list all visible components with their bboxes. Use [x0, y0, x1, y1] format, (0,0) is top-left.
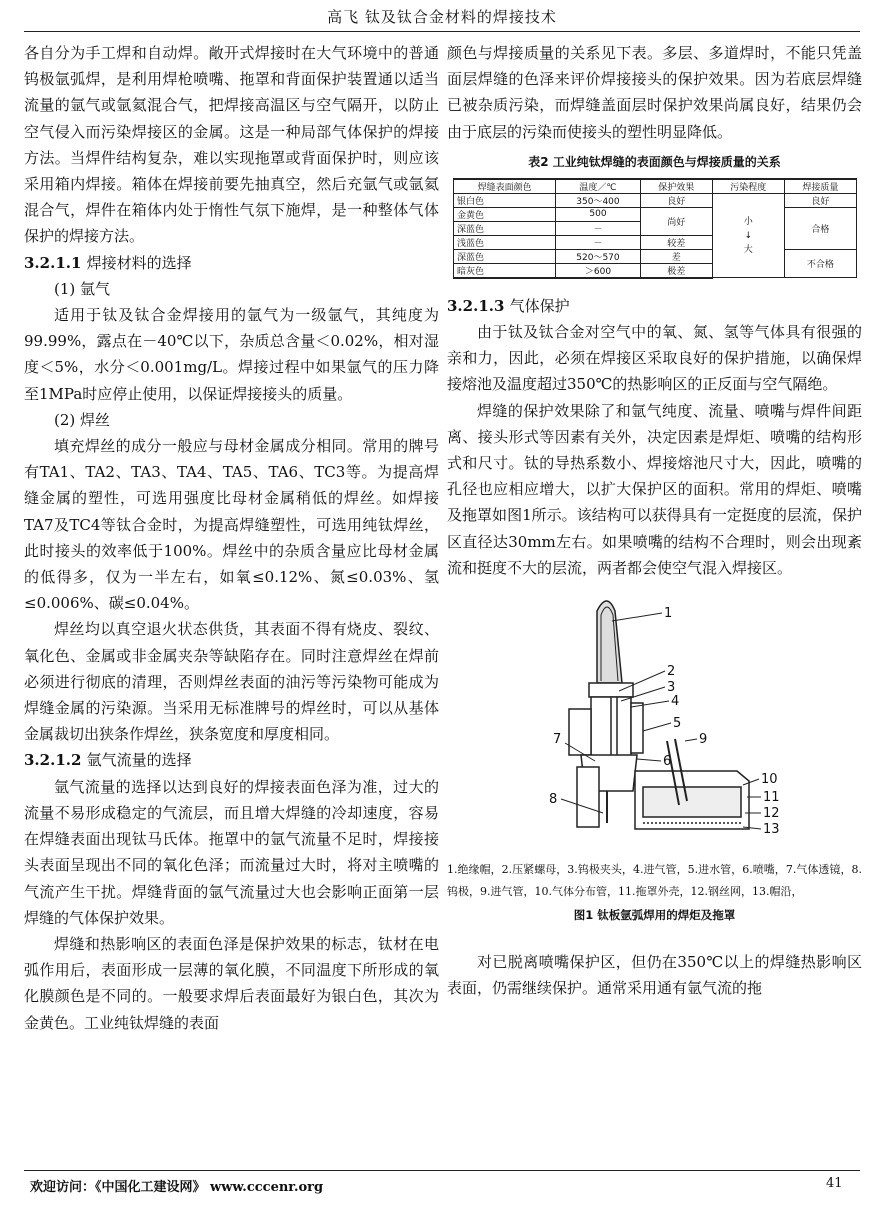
- table-cell: 浅蓝色: [454, 235, 556, 249]
- table-cell: 深蓝色: [454, 249, 556, 263]
- figure-label: 12: [763, 806, 780, 822]
- paragraph: 对已脱离喷嘴保护区，但仍在350℃以上的焊缝热影响区表面，仍需继续保护。通常采用通有氩气流的拖: [447, 953, 862, 998]
- section-title: 焊接材料的选择: [86, 253, 192, 272]
- section-heading-3212: [24, 747, 439, 773]
- table-cell: ＞600: [556, 263, 640, 278]
- figure-caption: 图1 钛板氩弧焊用的焊炬及拖罩: [573, 908, 736, 923]
- table-header: 焊缝表面颜色: [454, 179, 556, 194]
- paragraph: 焊缝和热影响区的表面色泽是保护效果的标志，钛材在电弧作用后，表面形成一层薄的氧化膜，不同温度下所形成的氧化膜颜色是不同的。一般要求焊后表面最好为银白色，其次为金黄色。工业纯钛焊缝的表面: [24, 934, 439, 1032]
- table-row: [454, 249, 857, 263]
- pollution-low: 小: [743, 216, 753, 227]
- arrow-down-icon: ↓: [744, 230, 753, 241]
- table-cell: 较差: [640, 235, 712, 249]
- table-cell: 500: [556, 207, 640, 221]
- section-heading-3213: [447, 293, 862, 319]
- figure-label: 6: [663, 754, 672, 770]
- figure-label: 1: [664, 606, 673, 622]
- footer-rule: [24, 1170, 860, 1171]
- paragraph: 氩气流量的选择以达到良好的焊接表面色泽为准，过大的流量不易形成稳定的气流层，而且增大焊缝的冷却速度，容易在焊缝表面出现钛马氏体。拖罩中的氩气流量不足时，焊接接头表面呈现出不同的氧化色泽；而流量过大时，将对主喷嘴的气流产生干扰。焊缝背面的氩气流量过大也会影响正面第一层焊缝的气体保护效果。: [24, 777, 439, 927]
- figure-label: 10: [761, 772, 778, 788]
- paragraph: 颜色与焊接质量的关系见下表。多层、多道焊时，不能只凭盖面层焊缝的色泽来评价焊接接头的保护效果。因为若底层焊缝已被杂质污染，而焊缝盖面层时保护效果尚属良好，结果仍会由于底层的污染而使接头的塑性明显降低。: [447, 44, 862, 141]
- color-quality-table: [453, 178, 857, 279]
- paragraph: 各自分为手工焊和自动焊。敞开式焊接时在大气环境中的普通钨极氩弧焊，是利用焊枪喷嘴、拖罩和背面保护装置通以适当流量的氩气或氩氦混合气，把焊接高温区与空气隔开，以防止空气侵入而污染焊接区的金属。这是一种局部气体保护的焊接方法。当焊件结构复杂，难以实现拖罩或背面保护时，则应该采用箱内焊接。箱体在焊接前要先抽真空，然后充氩气或氩氦混合气，焊件在箱体内处于惰性气氛下施焊，是一种整体气体保护的焊接方法。: [24, 44, 439, 246]
- table-cell: 合格: [784, 207, 856, 249]
- table-row: [454, 193, 857, 207]
- subheading-wire: (2) 焊丝: [54, 410, 111, 429]
- left-column: [24, 40, 439, 1036]
- pollution-cell: [712, 193, 784, 278]
- paragraph: 由于钛及钛合金对空气中的氧、氮、氢等气体具有很强的亲和力，因此，必须在焊接区采取良好的保护措施，以确保焊接熔池及温度超过350℃的热影响区的正反面与空气隔绝。: [447, 323, 862, 394]
- table-cell: 350～400: [556, 193, 640, 207]
- table-header: 焊接质量: [784, 179, 856, 194]
- table-cell: 深蓝色: [454, 221, 556, 235]
- figure-label: 4: [671, 694, 680, 710]
- table-caption: 表2 工业纯钛焊缝的表面颜色与焊接质量的关系: [528, 154, 781, 169]
- table-cell: 520～570: [556, 249, 640, 263]
- table-cell: 银白色: [454, 193, 556, 207]
- paragraph: 适用于钛及钛合金焊接用的氩气为一级氩气，其纯度为99.99%，露点在－40℃以下，杂质总含量＜0.02%，相对湿度＜5%，水分＜0.001mg/L。焊接过程中如果氩气的压力降至1MPa时应停止使用，以保证焊接接头的质量。: [24, 306, 439, 403]
- table-cell: 良好: [784, 193, 856, 207]
- table-cell: －: [556, 235, 640, 249]
- page-number: 41: [826, 1176, 843, 1191]
- figure-label: 11: [763, 790, 780, 806]
- figure-label: 5: [673, 716, 682, 732]
- table-cell: 金黄色: [454, 207, 556, 221]
- paragraph: 焊丝均以真空退火状态供货，其表面不得有烧皮、裂纹、氧化色、金属或非金属夹杂等缺陷存在。同时注意焊丝在焊前必须进行彻底的清理，否则焊丝表面的油污等污染物可能成为焊缝金属的污染源。当采用无标准牌号的焊丝时，可以从基体金属裁切出狭条作焊丝，狭条宽度和厚度相同。: [24, 620, 439, 744]
- section-heading-3211: [24, 250, 439, 276]
- footer-text: 欢迎访问：《中国化工建设网》 www.cccenr.org: [30, 1180, 324, 1195]
- paragraph: 填充焊丝的成分一般应与母材金属成分相同。常用的牌号有TA1、TA2、TA3、TA4、TA5、TA6、TC3等。为提高焊缝金属的塑性，可选用强度比母材金属稍低的焊丝。如焊接TA7及TC4等钛合金时，为提高焊缝塑性，可选用纯钛焊丝，此时接头的效率低于100%。焊丝中的杂质含量应比母材金属的低得多，仅为一半左右，如氧≤0.12%、氮≤0.03%、氢≤0.006%、碳≤0.04%。: [24, 437, 439, 613]
- pollution-high: 大: [743, 244, 753, 255]
- header-rule: [24, 31, 860, 32]
- table-header-row: [454, 179, 857, 194]
- section-number: 3.2.1.1: [24, 253, 82, 272]
- table-cell: 差: [640, 249, 712, 263]
- table-header: 温度／℃: [556, 179, 640, 194]
- figure-label: 13: [763, 822, 780, 838]
- section-number: 3.2.1.3: [447, 296, 505, 315]
- table-row: [454, 207, 857, 221]
- figure-label: 8: [549, 792, 558, 808]
- figure-label: 9: [699, 732, 708, 748]
- torch-diagram: [447, 591, 862, 851]
- table-cell: 极差: [640, 263, 712, 278]
- torch-figure: [447, 591, 862, 851]
- table-header: 保护效果: [640, 179, 712, 194]
- figure-label: 3: [667, 680, 676, 696]
- table-cell: －: [556, 221, 640, 235]
- table-cell: 良好: [640, 193, 712, 207]
- running-header: 高飞 钛及钛合金材料的焊接技术: [327, 8, 557, 26]
- figure-legend: 1.绝缘帽，2.压紧螺母，3.钨极夹头，4.进气管，5.进水管，6.喷嘴，7.气体透镜，8.钨极，9.进气管，10.气体分布管，11.拖罩外壳，12.钢丝网，13.帽沿，: [447, 863, 862, 899]
- section-title: 氩气流量的选择: [86, 751, 192, 770]
- section-number: 3.2.1.2: [24, 751, 82, 770]
- table-header: 污染程度: [712, 179, 784, 194]
- paragraph: 焊缝的保护效果除了和氩气纯度、流量、喷嘴与焊件间距离、接头形式等因素有关外，决定因素是焊炬、喷嘴的结构形式和尺寸。钛的导热系数小、焊接熔池尺寸大，因此，喷嘴的孔径也应相应增大，以扩大保护区的面积。常用的焊炬、喷嘴及拖罩如图1所示。该结构可以获得具有一定挺度的层流，保护区直径达30mm左右。如果喷嘴的结构不合理时，则会出现紊流和挺度不大的层流，两者都会使空气混入焊接区。: [447, 401, 862, 577]
- table-cell: 不合格: [784, 249, 856, 278]
- figure-label: 7: [553, 732, 562, 748]
- table-cell: 尚好: [640, 207, 712, 235]
- subheading-argon: (1) 氩气: [54, 279, 111, 298]
- figure-label: 2: [667, 664, 676, 680]
- right-column: [447, 40, 862, 1001]
- section-title: 气体保护: [509, 296, 570, 315]
- table-cell: 暗灰色: [454, 263, 556, 278]
